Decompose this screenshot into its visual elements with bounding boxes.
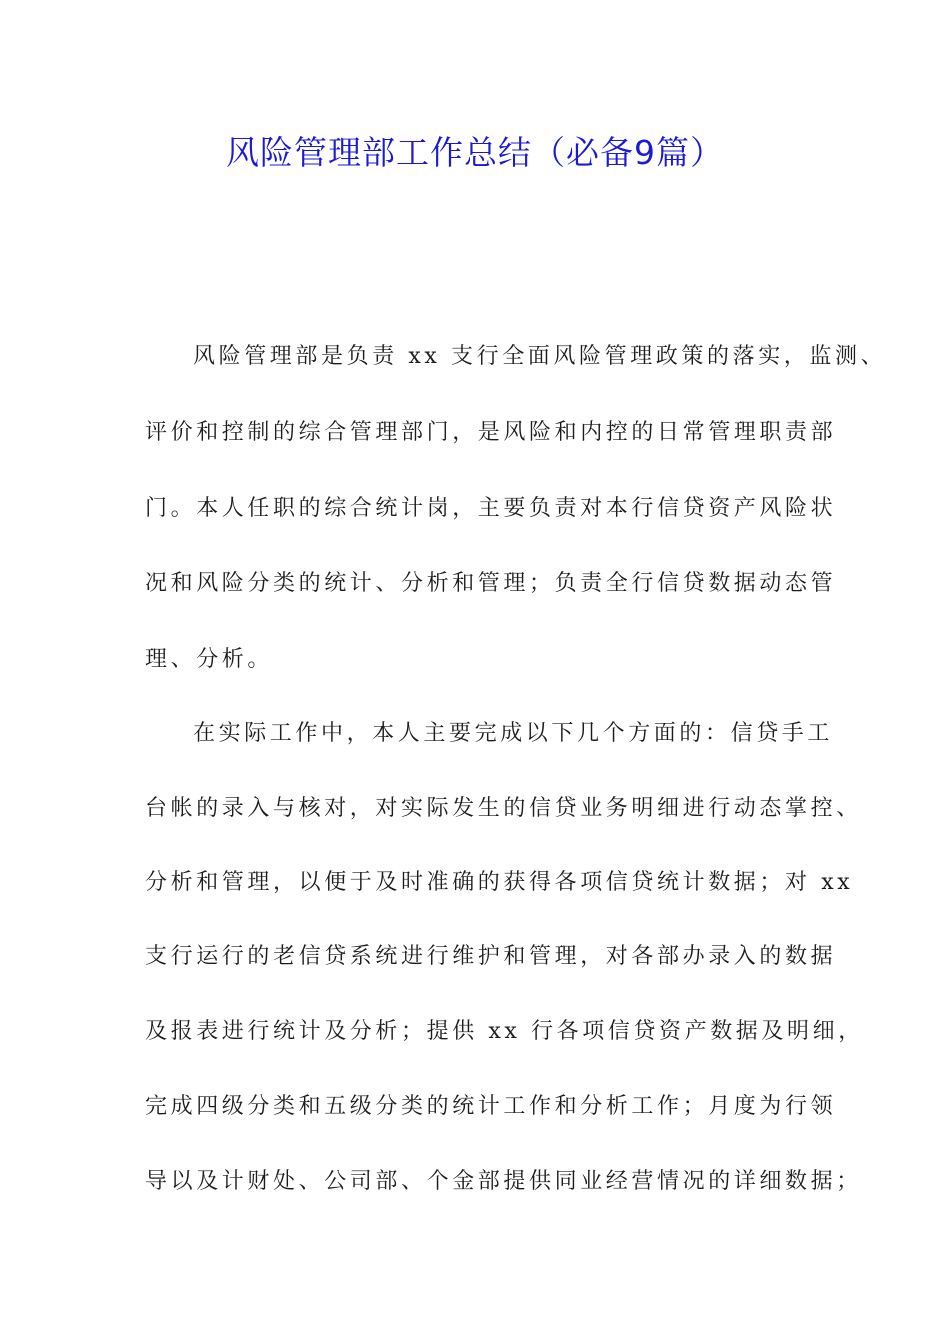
- paragraph-2-line-1: 在实际工作中，本人主要完成以下几个方面的：信贷手工: [193, 721, 834, 746]
- paragraph-1-line-5: 理、分析。: [145, 647, 274, 672]
- paragraph-2-line-4: 支行运行的老信贷系统进行维护和管理，对各部办录入的数据: [145, 944, 837, 969]
- paragraph-2-line-6: 完成四级分类和五级分类的统计工作和分析工作；月度为行领: [145, 1094, 837, 1119]
- document-title: 风险管理部工作总结（必备9篇）: [226, 133, 724, 172]
- paragraph-2-line-7: 导以及计财处、公司部、个金部提供同业经营情况的详细数据；: [145, 1169, 862, 1194]
- paragraph-2-line-3: 分析和管理，以便于及时准确的获得各项信贷统计数据；对 xx: [145, 870, 854, 895]
- paragraph-1-line-2: 评价和控制的综合管理部门，是风险和内控的日常管理职责部: [145, 420, 837, 445]
- paragraph-1-line-1: 风险管理部是负责 xx 支行全面风险管理政策的落实，监测、: [193, 344, 887, 369]
- paragraph-1-line-3: 门。本人任职的综合统计岗，主要负责对本行信贷资产风险状: [145, 496, 837, 521]
- paragraph-2-line-2: 台帐的录入与核对，对实际发生的信贷业务明细进行动态掌控、: [145, 796, 862, 821]
- paragraph-1-line-4: 况和风险分类的统计、分析和管理；负责全行信贷数据动态管: [145, 571, 837, 596]
- paragraph-2-line-5: 及报表进行统计及分析；提供 xx 行各项信贷资产数据及明细，: [145, 1019, 864, 1044]
